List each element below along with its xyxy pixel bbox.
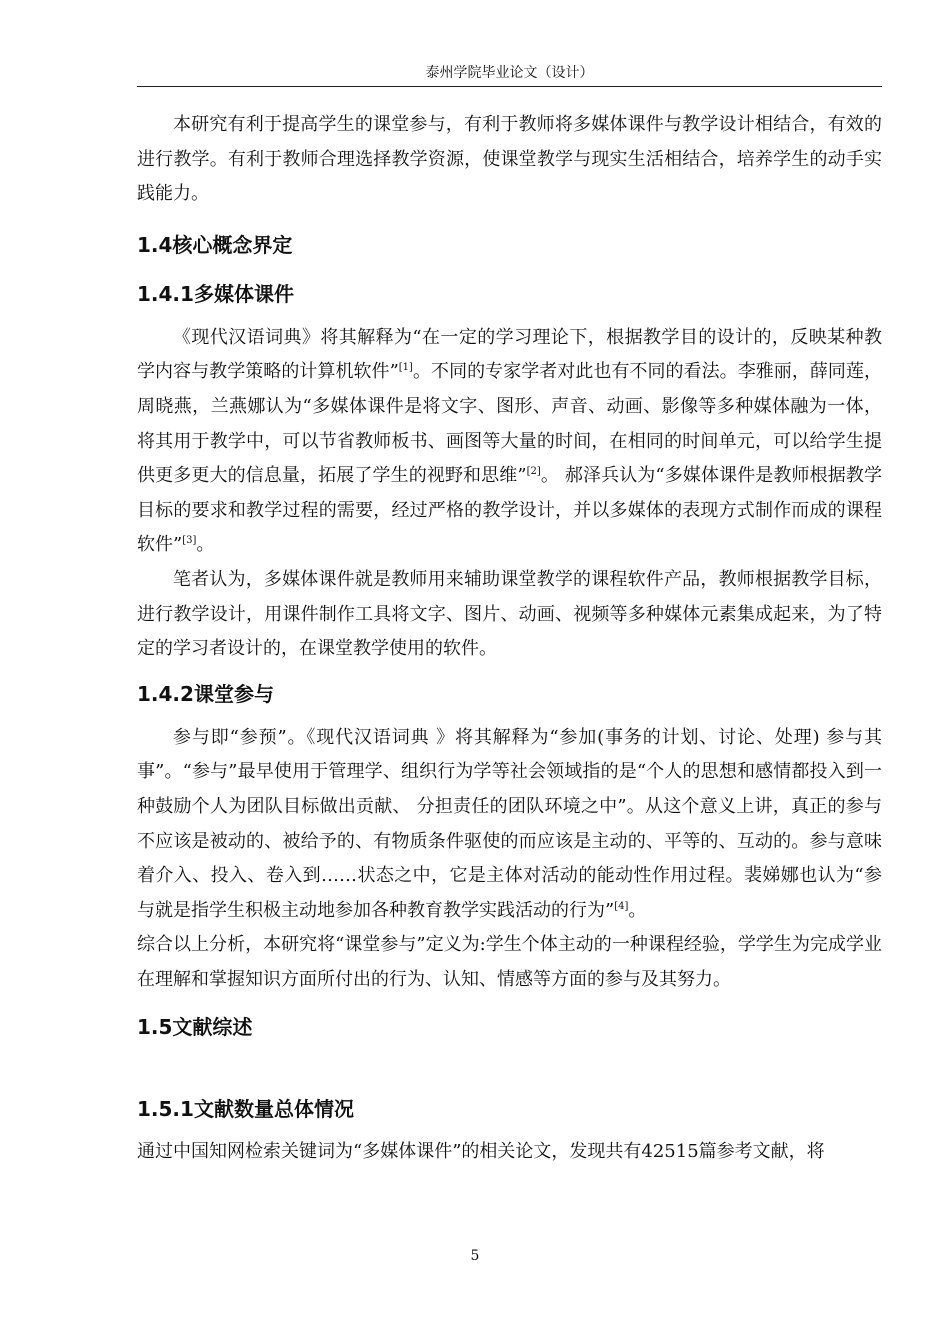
text-run: 《现代汉语词典》将其解释为“在一定的学习理论下，根据教学目的设计的，反映某种教学内容与教学策略的计算机软件” xyxy=(137,326,882,383)
paragraph-author-view: 笔者认为，多媒体课件就是教师用来辅助课堂教学的课程软件产品，教师根据教学目标，进行教学设计，用课件制作工具将文字、图片、动画、视频等多种媒体元素集成起来，为了特定的学习者设计的，在课堂教学使用的软件。 xyxy=(137,568,882,660)
text-run: 参与即“参预”。《现代汉语词典 》将其解释为“参加(事务的计划、讨论、处理) 参与其事”。“参与”最早使用于管理学、组织行为学等社会领域指的是“个人的思想和感情都投入到一种鼓励个人为团队目标做出贡献、 分担责任的团队环境之中”。从这个意义上讲，真正的参与不应该是被动的、被给予的、有物质条件驱使的而应该是主动的、平等的、互动的。参与意味着介入、投入、卷入到……状态之中，它是主体对活动的能动性作用过程。裴娣娜也认为“参与就是指学生积极主动地参加各种教育教学实践活动的行为” xyxy=(137,726,882,921)
section-heading-1-5-1: 1.5.1文献数量总体情况 xyxy=(137,1097,354,1122)
citation-4: [4] xyxy=(614,900,629,912)
header-divider xyxy=(137,86,882,87)
section-heading-1-4: 1.4核心概念界定 xyxy=(137,232,293,257)
text-run: 。不同的专家学者对此也有不同的看法。李雅丽，薛同莲，周晓燕，兰燕娜认为“多媒体课件是将文字、图形、声音、动画、影像等多种媒体融为一体，将其用于教学中，可以节省教师板书、画图等大量的时间，在相同的时间单元，可以给学生提供更多更大的信息量，拓展了学生的视野和思维” xyxy=(137,361,883,487)
paragraph-participation-summary: 综合以上分析，本研究将“课堂参与”定义为:学生个体主动的一种课程经验，学学生为完成学业在理解和掌握知识方面所付出的行为、认知、情感等方面的参与及其努力。 xyxy=(137,934,882,990)
page-number: 5 xyxy=(470,1248,480,1264)
running-header: 泰州学院毕业论文（设计） xyxy=(425,65,594,81)
paragraph-literature-count: 通过中国知网检索关键词为“多媒体课件”的相关论文，发现共有42515篇参考文献，将 xyxy=(137,1141,825,1163)
intro-paragraph: 本研究有利于提高学生的课堂参与，有利于教师将多媒体课件与教学设计相结合，有效的进行教学。有利于教师合理选择教学资源，使课堂教学与现实生活相结合，培养学生的动手实践能力。 xyxy=(137,114,882,205)
section-heading-1-5: 1.5文献综述 xyxy=(137,1015,253,1040)
paragraph-participation-definition xyxy=(137,721,882,929)
section-heading-1-4-1: 1.4.1多媒体课件 xyxy=(137,281,294,306)
text-run: 。 xyxy=(196,534,215,556)
citation-3: [3] xyxy=(182,535,197,547)
citation-1: [1] xyxy=(398,362,413,374)
document-body xyxy=(137,108,882,1170)
section-heading-1-4-2: 1.4.2课堂参与 xyxy=(137,681,274,706)
paragraph-multimedia-definition xyxy=(137,321,882,563)
text-run: 。 郝泽兵认为“多媒体课件是教师根据教学目标的要求和教学过程的需要，经过严格的教学设计，并以多媒体的表现方式制作而成的课程软件” xyxy=(137,465,882,556)
citation-2: [2] xyxy=(526,466,541,478)
text-run: 。 xyxy=(628,899,647,921)
